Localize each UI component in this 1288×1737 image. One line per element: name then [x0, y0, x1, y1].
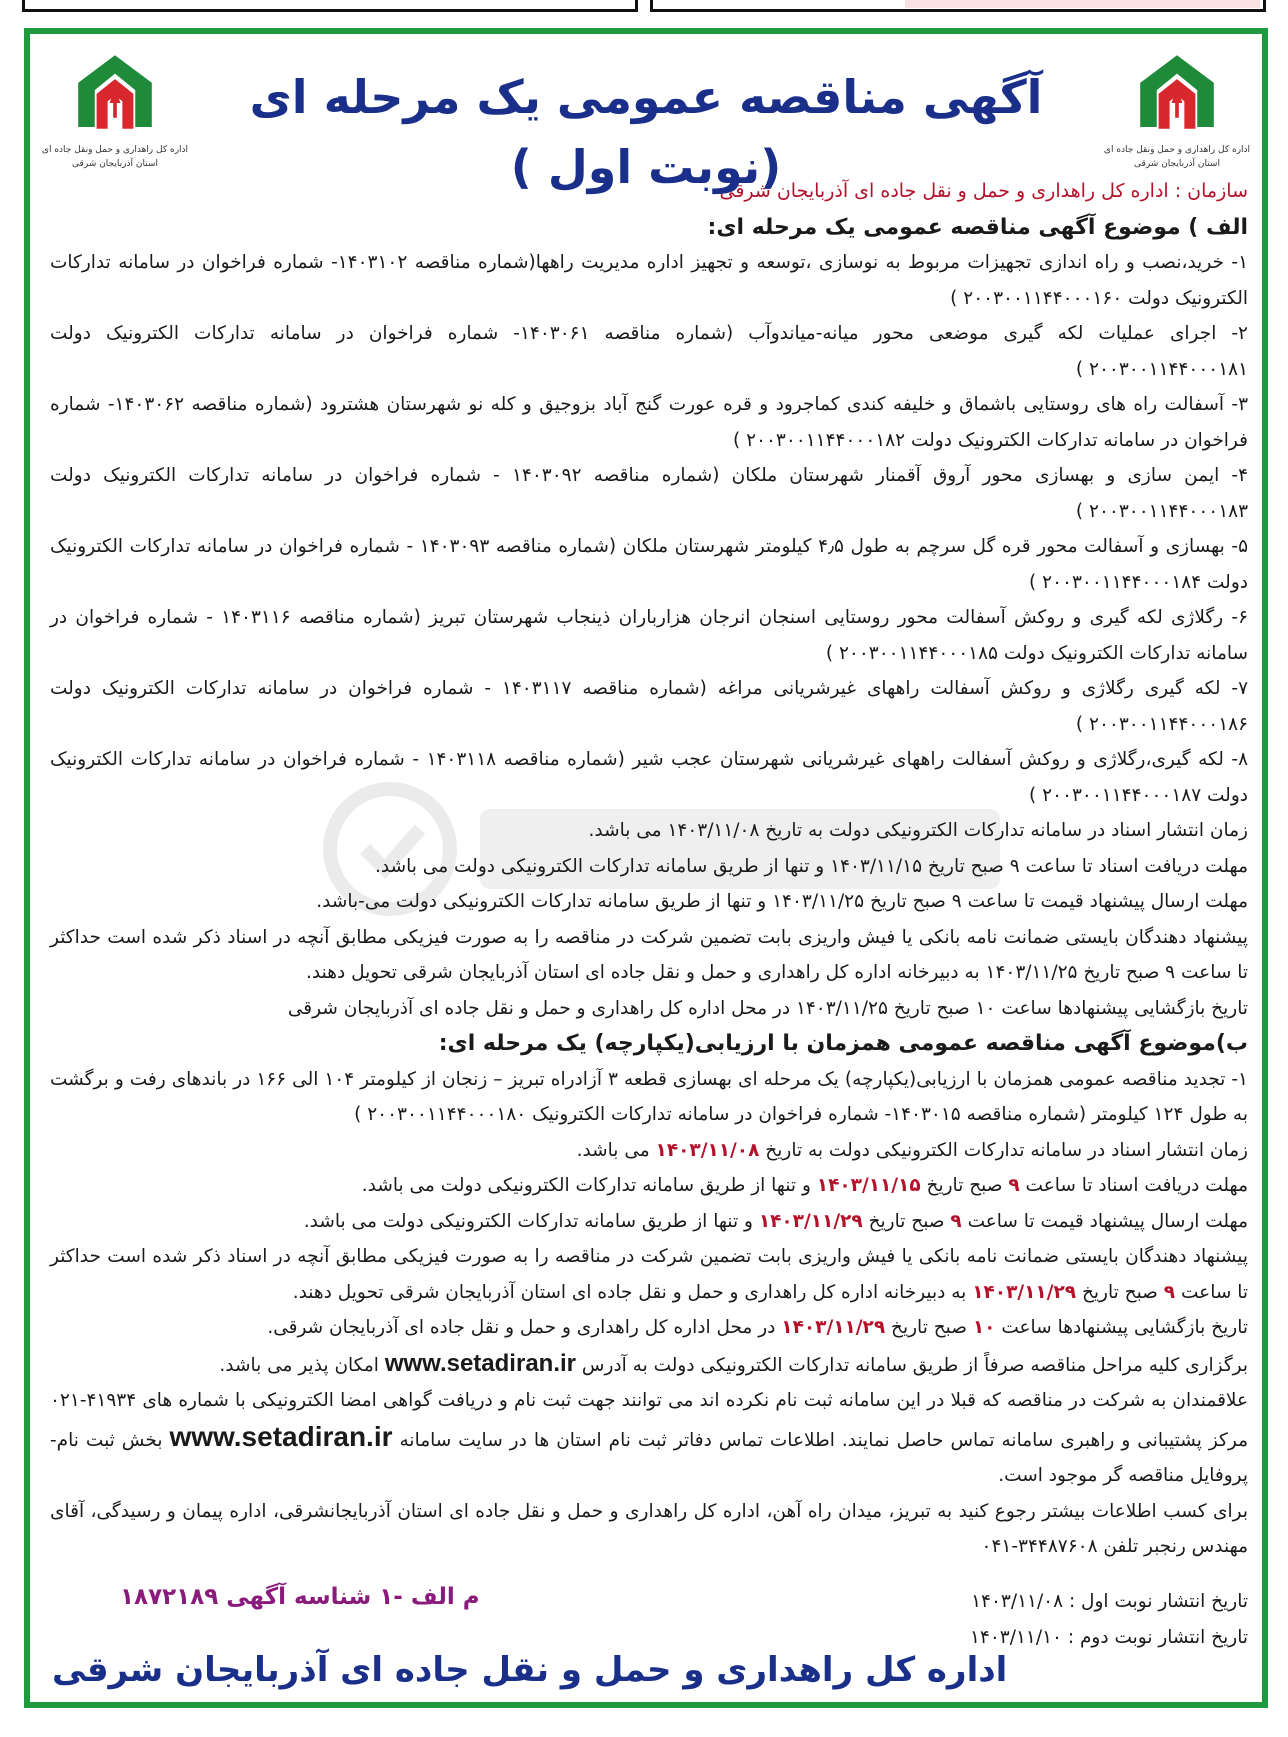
text-fragment: صبح تاریخ	[891, 1317, 967, 1338]
section-a-item: ۷- لکه گیری رگلاژی و روکش آسفالت راههای غیرشریانی مراغه (شماره مناقصه ۱۴۰۳۱۱۷ - شماره فراخوان در سامانه تدارکات الکترونیک دولت ۲۰۰۳۰۰۱۱۴۴۰۰۰۱۸۶ )	[50, 678, 1248, 735]
date-highlight: ۱۴۰۳/۱۱/۲۹	[781, 1317, 886, 1338]
notice-title: آگهی مناقصه عمومی یک مرحله ای (نوبت اول )	[249, 70, 1043, 194]
section-a-submit-deadline: مهلت ارسال پیشنهاد قیمت تا ساعت ۹ صبح تاریخ ۱۴۰۳/۱۱/۲۵ و تنها از طریق سامانه تدارکات الکترونیکی دولت می-باشد.	[316, 891, 1248, 912]
logo-caption-line2: استان آذربایجان شرقی	[1134, 159, 1220, 169]
section-a-opening: تاریخ بازگشایی پیشنهادها ساعت ۱۰ صبح تاریخ ۱۴۰۳/۱۱/۲۵ در محل اداره کل راهداری و حمل و نقل جاده ای آذربایجان شرقی	[287, 997, 1248, 1019]
setad-note	[50, 1346, 1248, 1384]
date-highlight: ۱۴۰۳/۱۱/۱۵	[816, 1175, 921, 1196]
date-highlight: ۱۴۰۳/۱۱/۲۹	[758, 1210, 863, 1232]
text-fragment: تاریخ بازگشایی پیشنهادها ساعت	[1001, 1317, 1248, 1338]
notice-body	[50, 174, 1248, 1565]
section-a-item: ۳- آسفالت راه های روستایی باشماق و خلیفه کندی کماجرود و قره عورت گنج آباد بزوجیق و کله نو شهرستان هشترود (شماره مناقصه ۱۴۰۳۰۶۲- شماره فراخوان در سامانه تدارکات الکترونیک دولت ۲۰۰۳۰۰۱۱۴۴۰۰۰۱۸۲ )	[50, 394, 1248, 451]
text-fragment: صبح تاریخ	[1081, 1281, 1158, 1303]
text-fragment: به دبیرخانه اداره کل راهداری و حمل و نقل جاده ای استان آذربایجان شرقی تحویل دهند.	[292, 1281, 967, 1303]
text-fragment: صبح تاریخ	[868, 1210, 945, 1232]
logo-icon	[69, 46, 161, 138]
setad-website-link[interactable]: www.setadiran.ir	[169, 1420, 393, 1452]
section-a-item: ۲- اجرای عملیات لکه گیری موضعی محور میانه-میاندوآب (شماره مناقصه ۱۴۰۳۰۶۱- شماره فراخوان در سامانه تدارکات الکترونیک دولت ۲۰۰۳۰۰۱۱۴۴۰۰۰۱۸۱ )	[50, 323, 1248, 380]
section-a-item: ۸- لکه گیری،رگلاژی و روکش آسفالت راههای غیرشریانی شهرستان عجب شیر (شماره مناقصه ۱۴۰۳۱۱۸ - شماره فراخوان در سامانه تدارکات الکترونیک دولت ۲۰۰۳۰۰۱۱۴۴۰۰۰۱۸۷ )	[50, 749, 1248, 806]
setad-website-link[interactable]: www.setadiran.ir	[384, 1349, 576, 1377]
top-left-box-edge	[22, 0, 638, 12]
text-fragment: پیشنهاد دهندگان بایستی ضمانت نامه بانکی یا فیش واریزی بابت تضمین شرکت در مناقصه را به صورت فیزیکی مطابق آنچه در اسناد ذکر شده است حداکثر تا ساعت	[50, 1246, 1248, 1303]
logo-caption-line2: استان آذربایجان شرقی	[72, 159, 158, 169]
section-b-submit-deadline	[50, 1204, 1248, 1240]
text-fragment: صبح تاریخ	[926, 1175, 1003, 1196]
section-a-receive-deadline: مهلت دریافت اسناد تا ساعت ۹ صبح تاریخ ۱۴۰۳/۱۱/۱۵ و تنها از طریق سامانه تدارکات الکترونیکی دولت می باشد.	[375, 855, 1248, 877]
date-highlight: ۱۴۰۳/۱۱/۰۸	[655, 1139, 760, 1161]
section-a-guarantee: پیشنهاد دهندگان بایستی ضمانت نامه بانکی یا فیش واریزی بابت تضمین شرکت در مناقصه را به صورت فیزیکی مطابق آنچه در اسناد ذکر شده است حداکثر تا ساعت ۹ صبح تاریخ ۱۴۰۳/۱۱/۲۵ به دبیرخانه اداره کل راهداری و حمل و نقل جاده ای استان آذربایجان شرقی تحویل دهند.	[50, 926, 1248, 983]
text-fragment: و تنها از طریق سامانه تدارکات الکترونیکی دولت می باشد.	[361, 1175, 811, 1196]
hour-highlight: ۹	[1163, 1281, 1176, 1303]
text-fragment: و تنها از طریق سامانه تدارکات الکترونیکی دولت می باشد.	[303, 1210, 753, 1232]
section-a-item: ۵- بهسازی و آسفالت محور قره گل سرچم به طول ۴٫۵ کیلومتر شهرستان ملکان (شماره مناقصه ۱۴۰۳۰۹۳ - شماره فراخوان در سامانه تدارکات الکترونیک دولت ۲۰۰۳۰۰۱۱۴۴۰۰۰۱۸۴ )	[50, 536, 1248, 593]
section-a-publish-time: زمان انتشار اسناد در سامانه تدارکات الکترونیکی دولت به تاریخ ۱۴۰۳/۱۱/۰۸ می باشد.	[588, 820, 1248, 841]
logo-left	[40, 46, 190, 170]
logo-icon	[1131, 46, 1223, 138]
organization-line: سازمان : اداره کل راهداری و حمل و نقل جاده ای آذربایجان شرقی	[719, 180, 1248, 202]
text-fragment: می باشد.	[576, 1139, 650, 1161]
logo-right	[1102, 46, 1252, 170]
section-b-receive-deadline	[50, 1168, 1248, 1204]
second-publication-date: تاریخ انتشار نوبت دوم : ۱۴۰۳/۱۱/۱۰	[969, 1626, 1248, 1648]
section-b-heading: ب)موضوع آگهی مناقصه عمومی همزمان با ارزیابی(یکپارچه) یک مرحله ای:	[438, 1031, 1248, 1056]
footer-organization: اداره کل راهداری و حمل و نقل جاده ای آذربایجان شرقی	[52, 1650, 1008, 1690]
section-b-item: ۱- تجدید مناقصه عمومی همزمان با ارزیابی(یکپارچه) یک مرحله ای بهسازی قطعه ۳ آزادراه تبریز – زنجان از کیلومتر ۱۰۴ الی ۱۶۶ در باندهای رفت و برگشت به طول ۱۲۴ کیلومتر (شماره مناقصه ۱۴۰۳۰۱۵- شماره فراخوان در سامانه تدارکات الکترونیک ۲۰۰۳۰۰۱۱۴۴۰۰۰۱۸۰ )	[50, 1068, 1248, 1125]
text-fragment: امکان پذیر می باشد.	[219, 1354, 379, 1376]
section-a-item: ۶- رگلاژی لکه گیری و روکش آسفالت محور روستایی اسنجان انرجان هزارباران ذینجاب شهرستان تبریز (شماره مناقصه ۱۴۰۳۱۱۶ - شماره فراخوان در سامانه تدارکات الکترونیک دولت ۲۰۰۳۰۰۱۱۴۴۰۰۰۱۸۵ )	[50, 607, 1248, 664]
notice-frame	[24, 28, 1268, 1708]
date-highlight: ۱۴۰۳/۱۱/۲۹	[972, 1281, 1077, 1303]
logo-caption-line1: اداره کل راهداری و حمل ونقل جاده ای	[41, 145, 189, 155]
top-right-box-edge	[650, 0, 1266, 12]
contact-note: برای کسب اطلاعات بیشتر رجوع کنید به تبریز، میدان راه آهن، اداره کل راهداری و حمل و نقل جاده ای استان آذربایجانشرقی، اداره پیمان و رسیدگی، آقای مهندس رنجبر تلفن ۳۴۴۸۷۶۰۸-۰۴۱	[50, 1500, 1248, 1557]
text-fragment: در محل اداره کل راهداری و حمل و نقل جاده ای آذربایجان شرقی.	[267, 1317, 776, 1338]
section-b-publish-time	[50, 1133, 1248, 1169]
section-a-heading: الف ) موضوع آگهی مناقصه عمومی یک مرحله ای:	[707, 214, 1248, 240]
text-fragment: بخش ثبت نام-پروفایل مناقصه گر موجود است.	[50, 1429, 1248, 1486]
text-fragment: مهلت ارسال پیشنهاد قیمت تا ساعت	[967, 1210, 1248, 1232]
hour-highlight: ۹	[1008, 1175, 1020, 1196]
hour-highlight: ۹	[950, 1210, 962, 1232]
text-fragment: علاقمندان به شرکت در مناقصه که قبلا در این سامانه ثبت نام نکرده اند می توانند جهت ثبت نام و دریافت گواهی امضا الکترونیکی با شماره های ۴۱۹۳۴-۰۲۱ مرکز پشتیبانی و راهبری سامانه تماس حاصل نمایند. اطلاعات تماس دفاتر ثبت نام استان ها در سایت سامانه	[50, 1390, 1248, 1451]
text-fragment: برگزاری کلیه مراحل مناقصه صرفاً از طریق سامانه تدارکات الکترونیکی دولت به آدرس	[581, 1354, 1248, 1376]
text-fragment: زمان انتشار اسناد در سامانه تدارکات الکترونیکی دولت به تاریخ	[765, 1139, 1248, 1161]
logo-caption-line1: اداره کل راهداری و حمل ونقل جاده ای	[1103, 145, 1251, 155]
registration-note	[50, 1383, 1248, 1494]
section-b-opening	[50, 1310, 1248, 1346]
hour-highlight: ۱۰	[972, 1317, 996, 1338]
publication-dates	[970, 1584, 1248, 1655]
first-publication-date: تاریخ انتشار نوبت اول : ۱۴۰۳/۱۱/۰۸	[971, 1591, 1248, 1612]
section-a-item: ۴- ایمن سازی و بهسازی محور آروق آقمنار شهرستان ملکان (شماره مناقصه ۱۴۰۳۰۹۲ - شماره فراخوان در سامانه تدارکات الکترونیک دولت ۲۰۰۳۰۰۱۱۴۴۰۰۰۱۸۳ )	[50, 465, 1248, 522]
text-fragment: مهلت دریافت اسناد تا ساعت	[1025, 1175, 1248, 1196]
ad-identifier: م الف -۱ شناسه آگهی ۱۸۷۲۱۸۹	[120, 1584, 480, 1610]
section-a-item: ۱- خرید،نصب و راه اندازی تجهیزات مربوط به نوسازی ،توسعه و تجهیز اداره مدیریت راهها(شماره مناقصه ۱۴۰۳۱۰۲- شماره فراخوان در سامانه تدارکات الکترونیک دولت ۲۰۰۳۰۰۱۱۴۴۰۰۰۱۶۰ )	[50, 252, 1248, 309]
section-b-guarantee	[50, 1239, 1248, 1310]
